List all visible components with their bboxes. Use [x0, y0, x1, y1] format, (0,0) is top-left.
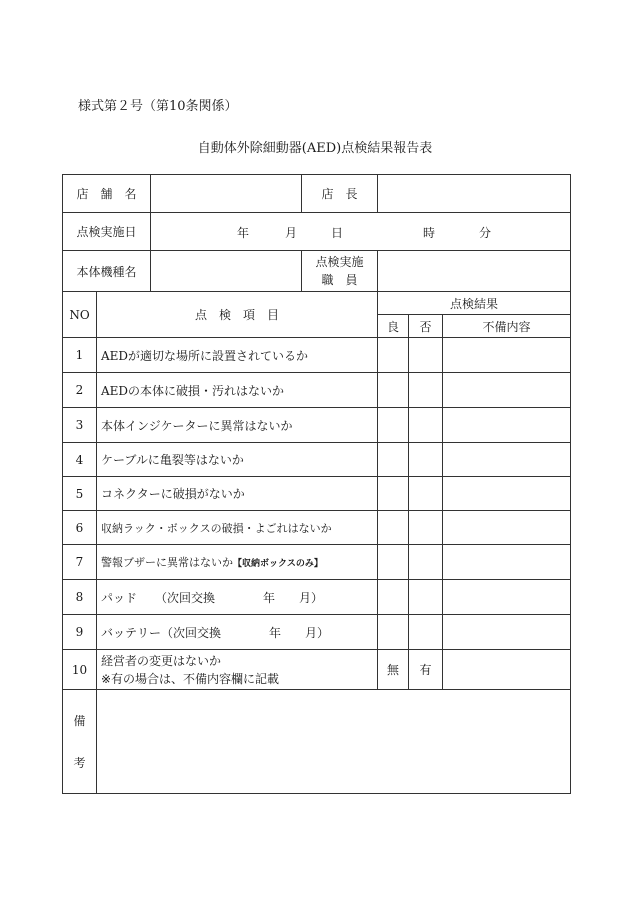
col-item-header: 点 検 項 目: [97, 292, 378, 338]
table-row: [63, 511, 571, 545]
col-defect-header: 不備内容: [443, 315, 571, 338]
item-text: 収納ラック・ボックスの破損・よごれはないか: [97, 511, 378, 545]
defect-cell[interactable]: [443, 338, 571, 373]
table-row: [63, 443, 571, 477]
col-result-header: 点検結果: [378, 292, 571, 315]
inspection-date-row: [63, 213, 571, 251]
col-good-header: 良: [378, 315, 409, 338]
remarks-row: [63, 690, 571, 794]
store-name-field[interactable]: [151, 175, 302, 213]
item-no: 9: [63, 615, 97, 650]
item-note: 【収納ボックスのみ】: [233, 559, 323, 569]
good-cell[interactable]: [378, 443, 409, 477]
good-cell[interactable]: [378, 545, 409, 580]
item-no: 7: [63, 545, 97, 580]
bad-cell[interactable]: [409, 443, 443, 477]
store-name-label: 店 舗 名: [63, 175, 151, 213]
item-text: コネクターに破損がないか: [97, 477, 378, 511]
item-text: バッテリー（次回交換 年 月）: [97, 615, 378, 650]
item-no: 3: [63, 408, 97, 443]
bad-cell[interactable]: [409, 373, 443, 408]
item-text-line2: ※有の場合は、不備内容欄に記載: [101, 671, 280, 686]
table-row: [63, 338, 571, 373]
table-row: [63, 615, 571, 650]
store-manager-label: 店 長: [302, 175, 378, 213]
form-number: 様式第２号（第10条関係）: [78, 99, 238, 114]
table-row: [63, 408, 571, 443]
inspector-label-line2: 職 員: [321, 273, 358, 287]
model-field[interactable]: [151, 251, 302, 292]
defect-cell[interactable]: [443, 443, 571, 477]
good-cell[interactable]: [378, 373, 409, 408]
form-title: 自動体外除細動器(AED)点検結果報告表: [197, 141, 433, 156]
item-no: 4: [63, 443, 97, 477]
item-text: AEDが適切な場所に設置されているか: [97, 338, 378, 373]
item-no: 6: [63, 511, 97, 545]
column-header-row-1: [63, 292, 571, 315]
date-year: 年: [237, 226, 250, 240]
col-bad-header: 否: [409, 315, 443, 338]
defect-cell[interactable]: [443, 615, 571, 650]
model-row: [63, 251, 571, 292]
good-cell[interactable]: [378, 580, 409, 615]
bad-cell[interactable]: [409, 511, 443, 545]
bad-cell[interactable]: [409, 545, 443, 580]
item-text-cell: [97, 545, 378, 580]
defect-cell[interactable]: [443, 650, 571, 690]
model-label: 本体機種名: [63, 251, 151, 292]
table-row: [63, 650, 571, 690]
good-cell[interactable]: [378, 338, 409, 373]
defect-cell[interactable]: [443, 373, 571, 408]
none-cell[interactable]: 無: [378, 650, 409, 690]
defect-cell[interactable]: [443, 408, 571, 443]
date-day: 日: [331, 226, 344, 240]
time-minute: 分: [479, 226, 492, 240]
good-cell[interactable]: [378, 511, 409, 545]
remarks-label: [63, 690, 97, 794]
bad-cell[interactable]: [409, 338, 443, 373]
store-row: [63, 175, 571, 213]
item-text-cell: [97, 650, 378, 690]
inspector-label: [302, 251, 378, 292]
table-row: [63, 545, 571, 580]
item-no: 2: [63, 373, 97, 408]
inspector-field[interactable]: [378, 251, 571, 292]
table-row: [63, 373, 571, 408]
bad-cell[interactable]: [409, 615, 443, 650]
defect-cell[interactable]: [443, 511, 571, 545]
defect-cell[interactable]: [443, 545, 571, 580]
item-text: ケーブルに亀裂等はないか: [97, 443, 378, 477]
bad-cell[interactable]: [409, 580, 443, 615]
remarks-char-1: 備: [73, 713, 86, 728]
remarks-field[interactable]: [97, 690, 571, 794]
defect-cell[interactable]: [443, 477, 571, 511]
item-no: 10: [63, 650, 97, 690]
table-row: [63, 477, 571, 511]
col-no-header: NO: [63, 292, 97, 338]
remarks-char-2: 考: [73, 755, 86, 770]
yes-cell[interactable]: 有: [409, 650, 443, 690]
inspection-table: [62, 174, 571, 794]
item-text: AEDの本体に破損・汚れはないか: [97, 373, 378, 408]
inspection-date-label: 点検実施日: [63, 213, 151, 251]
item-text: 警報ブザーに異常はないか: [101, 556, 233, 569]
item-text: 本体インジケーターに異常はないか: [97, 408, 378, 443]
bad-cell[interactable]: [409, 408, 443, 443]
time-hour: 時: [423, 226, 436, 240]
defect-cell[interactable]: [443, 580, 571, 615]
item-no: 1: [63, 338, 97, 373]
bad-cell[interactable]: [409, 477, 443, 511]
item-text: パッド （次回交換 年 月）: [97, 580, 378, 615]
item-no: 8: [63, 580, 97, 615]
item-text-line1: 経営者の変更はないか: [101, 653, 222, 668]
inspection-date-field[interactable]: [151, 213, 571, 251]
item-no: 5: [63, 477, 97, 511]
good-cell[interactable]: [378, 408, 409, 443]
good-cell[interactable]: [378, 615, 409, 650]
inspector-label-line1: 点検実施: [315, 255, 364, 269]
store-manager-field[interactable]: [378, 175, 571, 213]
table-row: [63, 580, 571, 615]
good-cell[interactable]: [378, 477, 409, 511]
date-month: 月: [285, 226, 298, 240]
